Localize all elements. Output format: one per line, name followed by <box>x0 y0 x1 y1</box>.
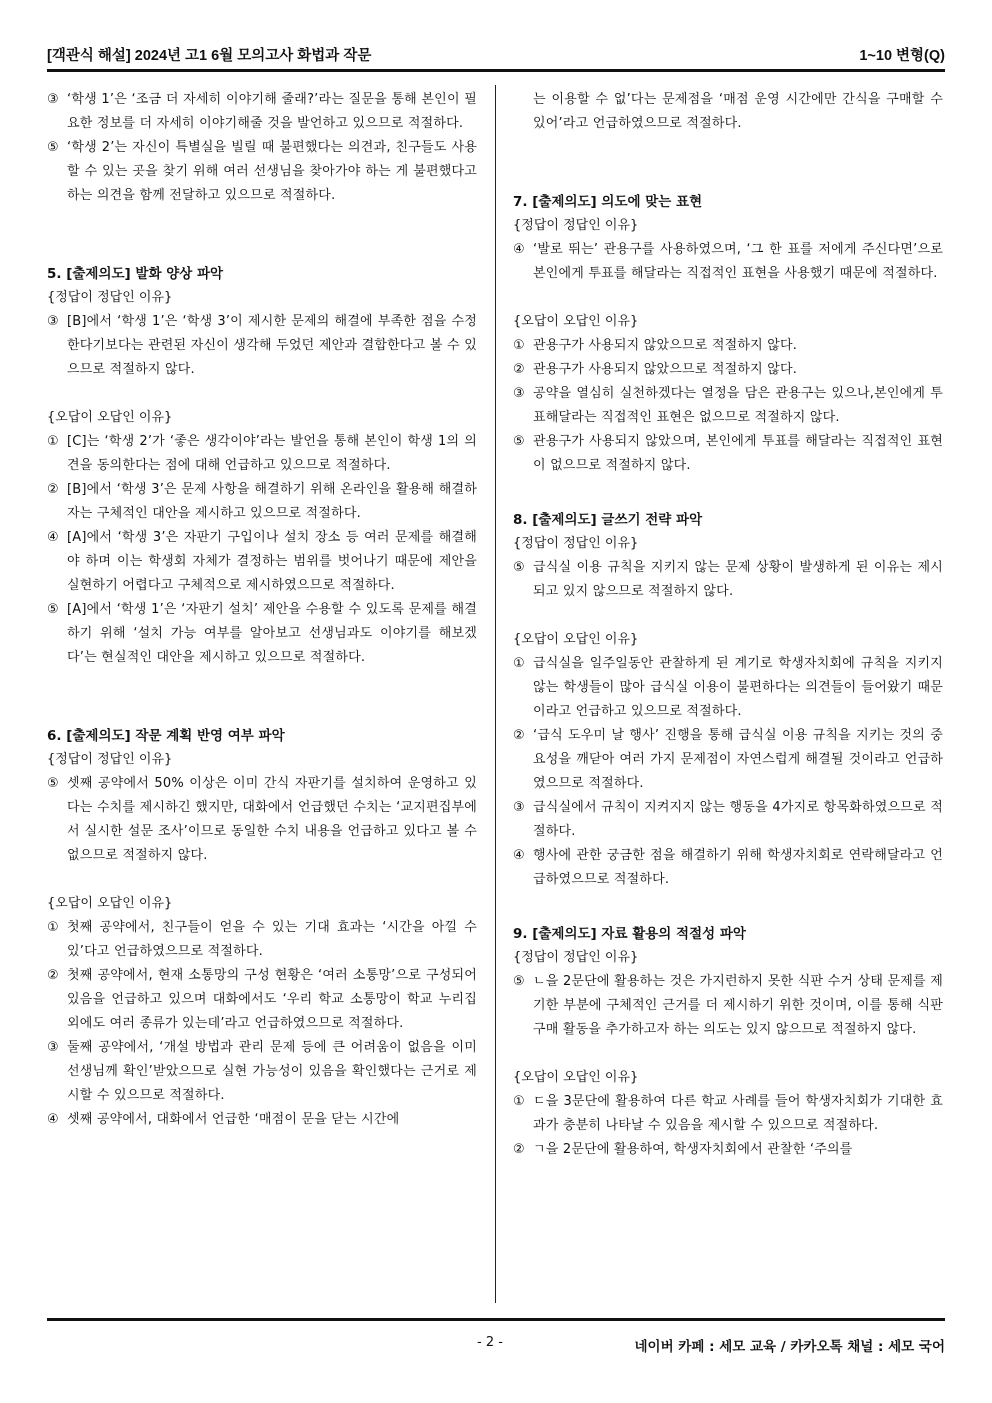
item-text: 둘째 공약에서, ‘개설 방법과 관리 문제 등에 큰 어려움이 없음을 이미 선생님께 확인’받았으므로 실현 가능성이 있음을 확인했다는 근거로 제시할 수 있으므로 적절하다. <box>67 1040 477 1103</box>
list-item <box>513 970 943 1042</box>
question-title: 5. [출제의도] 발화 양상 파악 <box>47 266 224 282</box>
item-text: ㄷ을 3문단에 활용하여 다른 학교 사례를 들어 학생자치회가 기대한 효과가 충분히 나타날 수 있음을 제시할 수 있으므로 적절하다. <box>533 1094 943 1133</box>
page-footer <box>47 1335 945 1359</box>
item-number: ④ <box>47 1112 59 1127</box>
item-number: ⑤ <box>47 602 59 617</box>
list-item <box>47 598 477 670</box>
item-text: ‘학생 2’는 자신이 특별실을 빌릴 때 불편했다는 의견과, 친구들도 사용할 수 있는 곳을 찾기 위해 여러 선생님을 찾아가야 하는 게 불편했다고 하는 의견을 함께 전달하고 있으므로 적절하다. <box>67 140 477 203</box>
list-item <box>513 358 943 382</box>
list-item <box>47 772 477 868</box>
list-item <box>47 916 477 964</box>
list-item <box>47 136 477 208</box>
item-number: ② <box>513 362 525 377</box>
column-divider <box>495 85 496 1303</box>
list-item <box>47 88 477 136</box>
item-number: ① <box>513 656 525 671</box>
wrong-answer-label: {오답이 오답인 이유} <box>47 896 173 911</box>
item-text: 셋째 공약에서, 대화에서 언급한 ‘매점이 문을 닫는 시간에 <box>67 1112 400 1127</box>
item-number: ② <box>47 482 59 497</box>
item-text: [A]에서 ‘학생 3’은 자판기 구입이나 설치 장소 등 여러 문제를 해결해야 하며 이는 학생회 자체가 결정하는 범위를 벗어나기 때문에 제안을 실현하기 어렵다고 구체적으로 제시하였으므로 적절하다. <box>67 530 477 593</box>
item-text: 급식실에서 규칙이 지켜지지 않는 행동을 4가지로 항목화하였으므로 적절하다. <box>533 800 943 839</box>
list-item <box>47 310 477 382</box>
item-text: [B]에서 ‘학생 3’은 문제 사항을 해결하기 위해 온라인을 활용해 해결하자는 구체적인 대안을 제시하고 있으므로 적절하다. <box>67 482 477 521</box>
item-number: ④ <box>47 530 59 545</box>
item-number: ④ <box>513 848 525 863</box>
correct-answer-label: {정답이 정답인 이유} <box>513 218 639 233</box>
item-text: 관용구가 사용되지 않았으며, 본인에게 투표를 해달라는 직접적인 표현이 없으므로 적절하지 않다. <box>533 434 943 473</box>
left-column <box>47 88 477 1132</box>
list-item <box>47 1036 477 1108</box>
item-number: ⑤ <box>513 974 525 989</box>
question-title: 6. [출제의도] 작문 계획 반영 여부 파악 <box>47 728 285 744</box>
list-item <box>47 964 477 1036</box>
correct-answer-label: {정답이 정답인 이유} <box>513 950 639 965</box>
item-text: [B]에서 ‘학생 1’은 ‘학생 3’이 제시한 문제의 해결에 부족한 점을 수정한다기보다는 관련된 자신이 생각해 두었던 제안과 결합한다고 볼 수 있으므로 적절하지 않다. <box>67 314 477 377</box>
item-number: ⑤ <box>47 776 59 791</box>
item-number: ② <box>513 728 525 743</box>
item-text: ‘발로 뛰는’ 관용구를 사용하였으며, ‘그 한 표를 저에게 주신다면’으로 본인에게 투표를 해달라는 직접적인 표현을 사용했기 때문에 적절하다. <box>533 242 943 281</box>
list-item-continuation <box>513 88 943 136</box>
footer-promo: 네이버 카페 : 세모 교육 / 카카오톡 채널 : 세모 국어 <box>634 1339 945 1355</box>
right-column <box>513 88 943 1162</box>
list-item <box>513 1090 943 1138</box>
item-number: ② <box>47 968 59 983</box>
correct-answer-label: {정답이 정답인 이유} <box>513 536 639 551</box>
list-item <box>513 844 943 892</box>
wrong-answer-label: {오답이 오답인 이유} <box>513 314 639 329</box>
item-number: ③ <box>47 92 59 107</box>
correct-answer-label: {정답이 정답인 이유} <box>47 290 173 305</box>
item-text: 공약을 열심히 실천하겠다는 열정을 담은 관용구는 있으나,본인에게 투표해달라는 직접적인 표현은 없으므로 적절하지 않다. <box>533 386 943 425</box>
item-number: ④ <box>513 242 525 257</box>
list-item <box>513 238 943 286</box>
document-range: 1~10 변형(Q) <box>859 48 945 64</box>
item-number: ① <box>47 434 59 449</box>
list-item <box>513 334 943 358</box>
item-text: [A]에서 ‘학생 1’은 ‘자판기 설치’ 제안을 수용할 수 있도록 문제를 해결하기 위해 ‘설치 가능 여부를 알아보고 선생님과도 이야기를 해보겠다’는 현실적인 대안을 제시하고 있으므로 적절하다. <box>67 602 477 665</box>
item-text: ㄴ을 2문단에 활용하는 것은 가지런하지 못한 식판 수거 상태 문제를 제기한 부분에 구체적인 근거를 더 제시하기 위한 것이며, 이를 통해 식판 구매 활동을 추가하고자 하는 의도는 있지 않으므로 적절하지 않다. <box>533 974 943 1037</box>
document-title: [객관식 해설] 2024년 고1 6월 모의고사 화법과 작문 <box>47 48 372 64</box>
item-number: ⑤ <box>47 140 59 155</box>
item-number: ① <box>513 1094 525 1109</box>
item-text: 행사에 관한 궁금한 점을 해결하기 위해 학생자치회로 연락해달라고 언급하였으므로 적절하다. <box>533 848 943 887</box>
page-header <box>47 38 945 66</box>
item-number: ① <box>47 920 59 935</box>
item-text: 첫째 공약에서, 현재 소통망의 구성 현황은 ‘여러 소통망’으로 구성되어 있음을 언급하고 있으며 대화에서도 ‘우리 학교 소통망이 학교 누리집 외에도 여러 종류가 있는데’라고 언급하였으므로 적절하다. <box>67 968 477 1031</box>
wrong-answer-label: {오답이 오답인 이유} <box>47 410 173 425</box>
footer-rule <box>47 1318 945 1321</box>
item-number: ③ <box>47 314 59 329</box>
list-item <box>513 1138 943 1162</box>
list-item <box>513 652 943 724</box>
item-text: 첫째 공약에서, 친구들이 얻을 수 있는 기대 효과는 ‘시간을 아낄 수 있’다고 언급하였으므로 적절하다. <box>67 920 477 959</box>
item-number: ⑤ <box>513 560 525 575</box>
list-item <box>513 382 943 430</box>
item-number: ① <box>513 338 525 353</box>
item-text: 관용구가 사용되지 않았으므로 적절하지 않다. <box>533 338 798 353</box>
item-text: ‘급식 도우미 날 행사’ 진행을 통해 급식실 이용 규칙을 지키는 것의 중요성을 깨닫아 여러 가지 문제점이 자연스럽게 해결될 것이라고 언급하였으므로 적절하다. <box>533 728 943 791</box>
wrong-answer-label: {오답이 오답인 이유} <box>513 632 639 647</box>
list-item <box>513 556 943 604</box>
list-item <box>513 724 943 796</box>
list-item <box>513 430 943 478</box>
list-item <box>47 478 477 526</box>
item-text: 급식실을 일주일동안 관찰하게 된 계기로 학생자치회에 규칙을 지키지 않는 학생들이 많아 급식실 이용이 불편하다는 의견들이 들어왔기 때문이라고 언급하고 있으므로 적절하다. <box>533 656 943 719</box>
list-item <box>513 796 943 844</box>
item-text: ‘학생 1’은 ‘조금 더 자세히 이야기해 줄래?’라는 질문을 통해 본인이 필요한 정보를 더 자세히 이야기해줄 것을 발언하고 있으므로 적절하다. <box>67 92 477 131</box>
wrong-answer-label: {오답이 오답인 이유} <box>513 1070 639 1085</box>
question-title: 9. [출제의도] 자료 활용의 적절성 파악 <box>513 926 746 942</box>
item-text: ㄱ을 2문단에 활용하여, 학생자치회에서 관찰한 ‘주의를 <box>533 1142 853 1157</box>
item-text: 급식실 이용 규칙을 지키지 않는 문제 상황이 발생하게 된 이유는 제시되고 있지 않으므로 적절하지 않다. <box>533 560 943 599</box>
item-text: 는 이용할 수 없’다는 문제점을 ‘매점 운영 시간에만 간식을 구매할 수 있어’라고 언급하였으므로 적절하다. <box>533 92 943 131</box>
list-item <box>47 526 477 598</box>
header-rule <box>47 69 945 72</box>
list-item <box>47 430 477 478</box>
item-text: 셋째 공약에서 50% 이상은 이미 간식 자판기를 설치하여 운영하고 있다는 수치를 제시하긴 했지만, 대화에서 언급했던 수치는 ‘교지편집부에서 실시한 설문 조사’이므로 동일한 수치 내용을 언급하고 있다고 볼 수 없으므로 적절하지 않다. <box>67 776 477 863</box>
item-text: 관용구가 사용되지 않았으므로 적절하지 않다. <box>533 362 798 377</box>
page-number: - 2 - <box>477 1335 503 1350</box>
question-title: 8. [출제의도] 글쓰기 전략 파악 <box>513 512 703 528</box>
correct-answer-label: {정답이 정답인 이유} <box>47 752 173 767</box>
item-number: ⑤ <box>513 434 525 449</box>
item-number: ③ <box>513 386 525 401</box>
question-title: 7. [출제의도] 의도에 맞는 표현 <box>513 194 703 210</box>
item-number: ③ <box>513 800 525 815</box>
list-item <box>47 1108 477 1132</box>
item-number: ② <box>513 1142 525 1157</box>
item-text: [C]는 ‘학생 2’가 ‘좋은 생각이야’라는 발언을 통해 본인이 학생 1의 의견을 동의한다는 점에 대해 언급하고 있으므로 적절하다. <box>67 434 477 473</box>
item-number: ③ <box>47 1040 59 1055</box>
